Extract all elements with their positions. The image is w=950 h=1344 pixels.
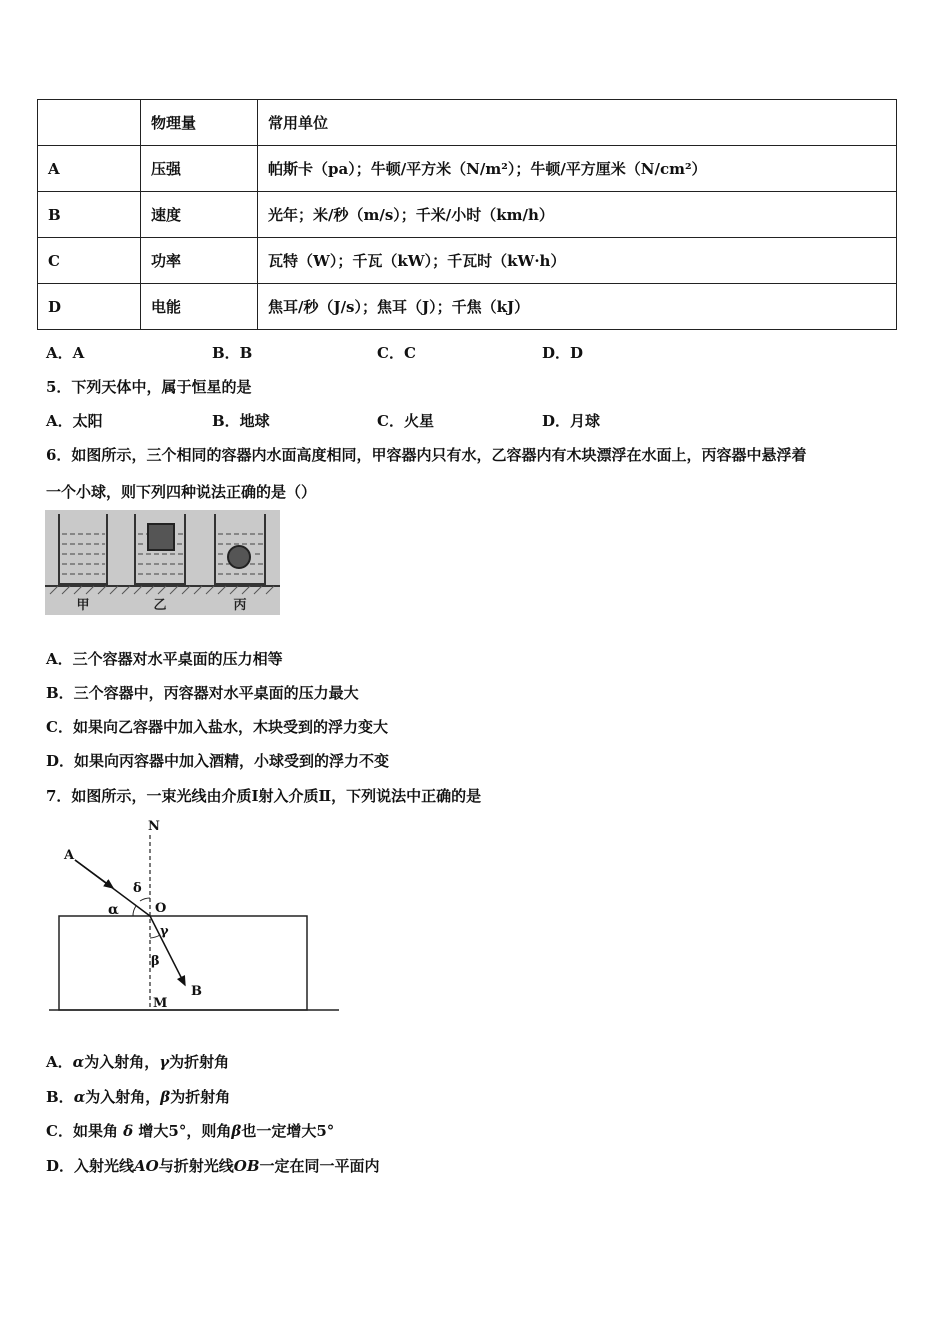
floating-ball [228, 546, 250, 568]
option-prefix: C．如果角 [46, 1122, 124, 1140]
label-gamma: γ [160, 924, 169, 939]
alpha-arc [133, 906, 136, 916]
row-units: 瓦特（W）；千瓦（kW）；千瓦时（kW·h） [258, 238, 897, 284]
label-yi: 乙 [153, 598, 167, 613]
row-label: B [38, 192, 141, 238]
q7-option-a[interactable] [46, 1051, 229, 1072]
row-units: 光年；米/秒（m/s）；千米/小时（km/h） [258, 192, 897, 238]
label-m: M [153, 996, 168, 1011]
table-header-row [38, 100, 897, 146]
table-row [38, 192, 897, 238]
q7-option-b[interactable] [46, 1086, 230, 1107]
row-quantity: 压强 [141, 146, 258, 192]
q6-option-b[interactable]: B．三个容器中，丙容器对水平桌面的压力最大 [46, 684, 359, 702]
medium-block [59, 916, 307, 1010]
q5-option-a[interactable]: A．太阳 [46, 412, 103, 430]
row-quantity: 功率 [141, 238, 258, 284]
gamma-arc [150, 935, 160, 938]
q4-option-b[interactable]: B．B [212, 344, 253, 362]
row-units: 焦耳/秒（J/s）；焦耳（J）；千焦（kJ） [258, 284, 897, 330]
q6-stem-line1: 6．如图所示，三个相同的容器内水面高度相同，甲容器内只有水，乙容器内有木块漂浮在水面上，丙容器中悬浮着 [46, 446, 807, 464]
table-header-cell: 常用单位 [258, 100, 897, 146]
option-prefix: D．入射光线 [46, 1157, 135, 1175]
q5-stem: 5．下列天体中，属于恒星的是 [46, 378, 252, 396]
option-text: 为折射角 [169, 1053, 230, 1071]
wood-block [148, 524, 174, 550]
q7-stem: 7．如图所示，一束光线由介质Ⅰ射入介质Ⅱ，下列说法中正确的是 [46, 787, 482, 805]
label-a: A [64, 848, 75, 863]
q6-option-c[interactable]: C．如果向乙容器中加入盐水，木块受到的浮力变大 [46, 718, 388, 736]
option-prefix: A． [46, 1053, 73, 1071]
label-bing: 丙 [233, 598, 247, 613]
table-header-cell: 物理量 [141, 100, 258, 146]
option-text: 为折射角 [170, 1088, 231, 1106]
math-var: AO [134, 1157, 159, 1175]
refraction-figure [45, 815, 345, 1015]
q6-stem-line2: 一个小球，则下列四种说法正确的是（） [46, 483, 317, 501]
label-jia: 甲 [76, 598, 90, 613]
q6-option-a[interactable]: A．三个容器对水平桌面的压力相等 [46, 650, 283, 668]
math-var: α [72, 1053, 85, 1071]
row-label: A [38, 146, 141, 192]
table-row [38, 284, 897, 330]
label-o: O [155, 901, 167, 916]
table-row [38, 146, 897, 192]
label-b: B [191, 984, 202, 999]
option-text: 为入射角， [84, 1053, 160, 1071]
option-prefix: B． [46, 1088, 74, 1106]
label-n: N [148, 819, 160, 834]
row-label: D [38, 284, 141, 330]
option-text: 也一定增大5° [241, 1122, 335, 1140]
q5-option-c[interactable]: C．火星 [377, 412, 434, 430]
option-text: 为入射角， [85, 1088, 161, 1106]
row-label: C [38, 238, 141, 284]
math-var: δ [123, 1122, 134, 1140]
delta-arc [140, 898, 150, 901]
q5-option-d[interactable]: D．月球 [542, 412, 601, 430]
q7-option-d[interactable] [46, 1155, 380, 1176]
q4-option-d[interactable]: D．D [542, 344, 584, 362]
q5-option-b[interactable]: B．地球 [212, 412, 270, 430]
math-var: β [231, 1122, 242, 1140]
q6-option-d[interactable]: D．如果向丙容器中加入酒精，小球受到的浮力不变 [46, 752, 390, 770]
row-units: 帕斯卡（pa）；牛顿/平方米（N/m²）；牛顿/平方厘米（N/cm²） [258, 146, 897, 192]
label-beta: β [151, 954, 160, 969]
option-text: 与折射光线 [158, 1157, 234, 1175]
q4-option-c[interactable]: C．C [377, 344, 416, 362]
row-quantity: 速度 [141, 192, 258, 238]
units-table [37, 99, 897, 330]
q4-option-a[interactable]: A．A [46, 344, 85, 362]
table-row [38, 238, 897, 284]
containers-figure [45, 510, 280, 615]
math-var: γ [159, 1053, 170, 1071]
math-var: OB [233, 1157, 260, 1175]
option-text: 增大5°，则角 [133, 1122, 232, 1140]
math-var: β [160, 1088, 171, 1106]
table-header-cell [38, 100, 141, 146]
incident-arrow [75, 860, 113, 888]
row-quantity: 电能 [141, 284, 258, 330]
math-var: α [73, 1088, 86, 1106]
option-text: 一定在同一平面内 [259, 1157, 380, 1175]
label-alpha: α [108, 902, 119, 918]
label-delta: δ [133, 881, 142, 896]
q7-option-c[interactable] [46, 1120, 334, 1141]
